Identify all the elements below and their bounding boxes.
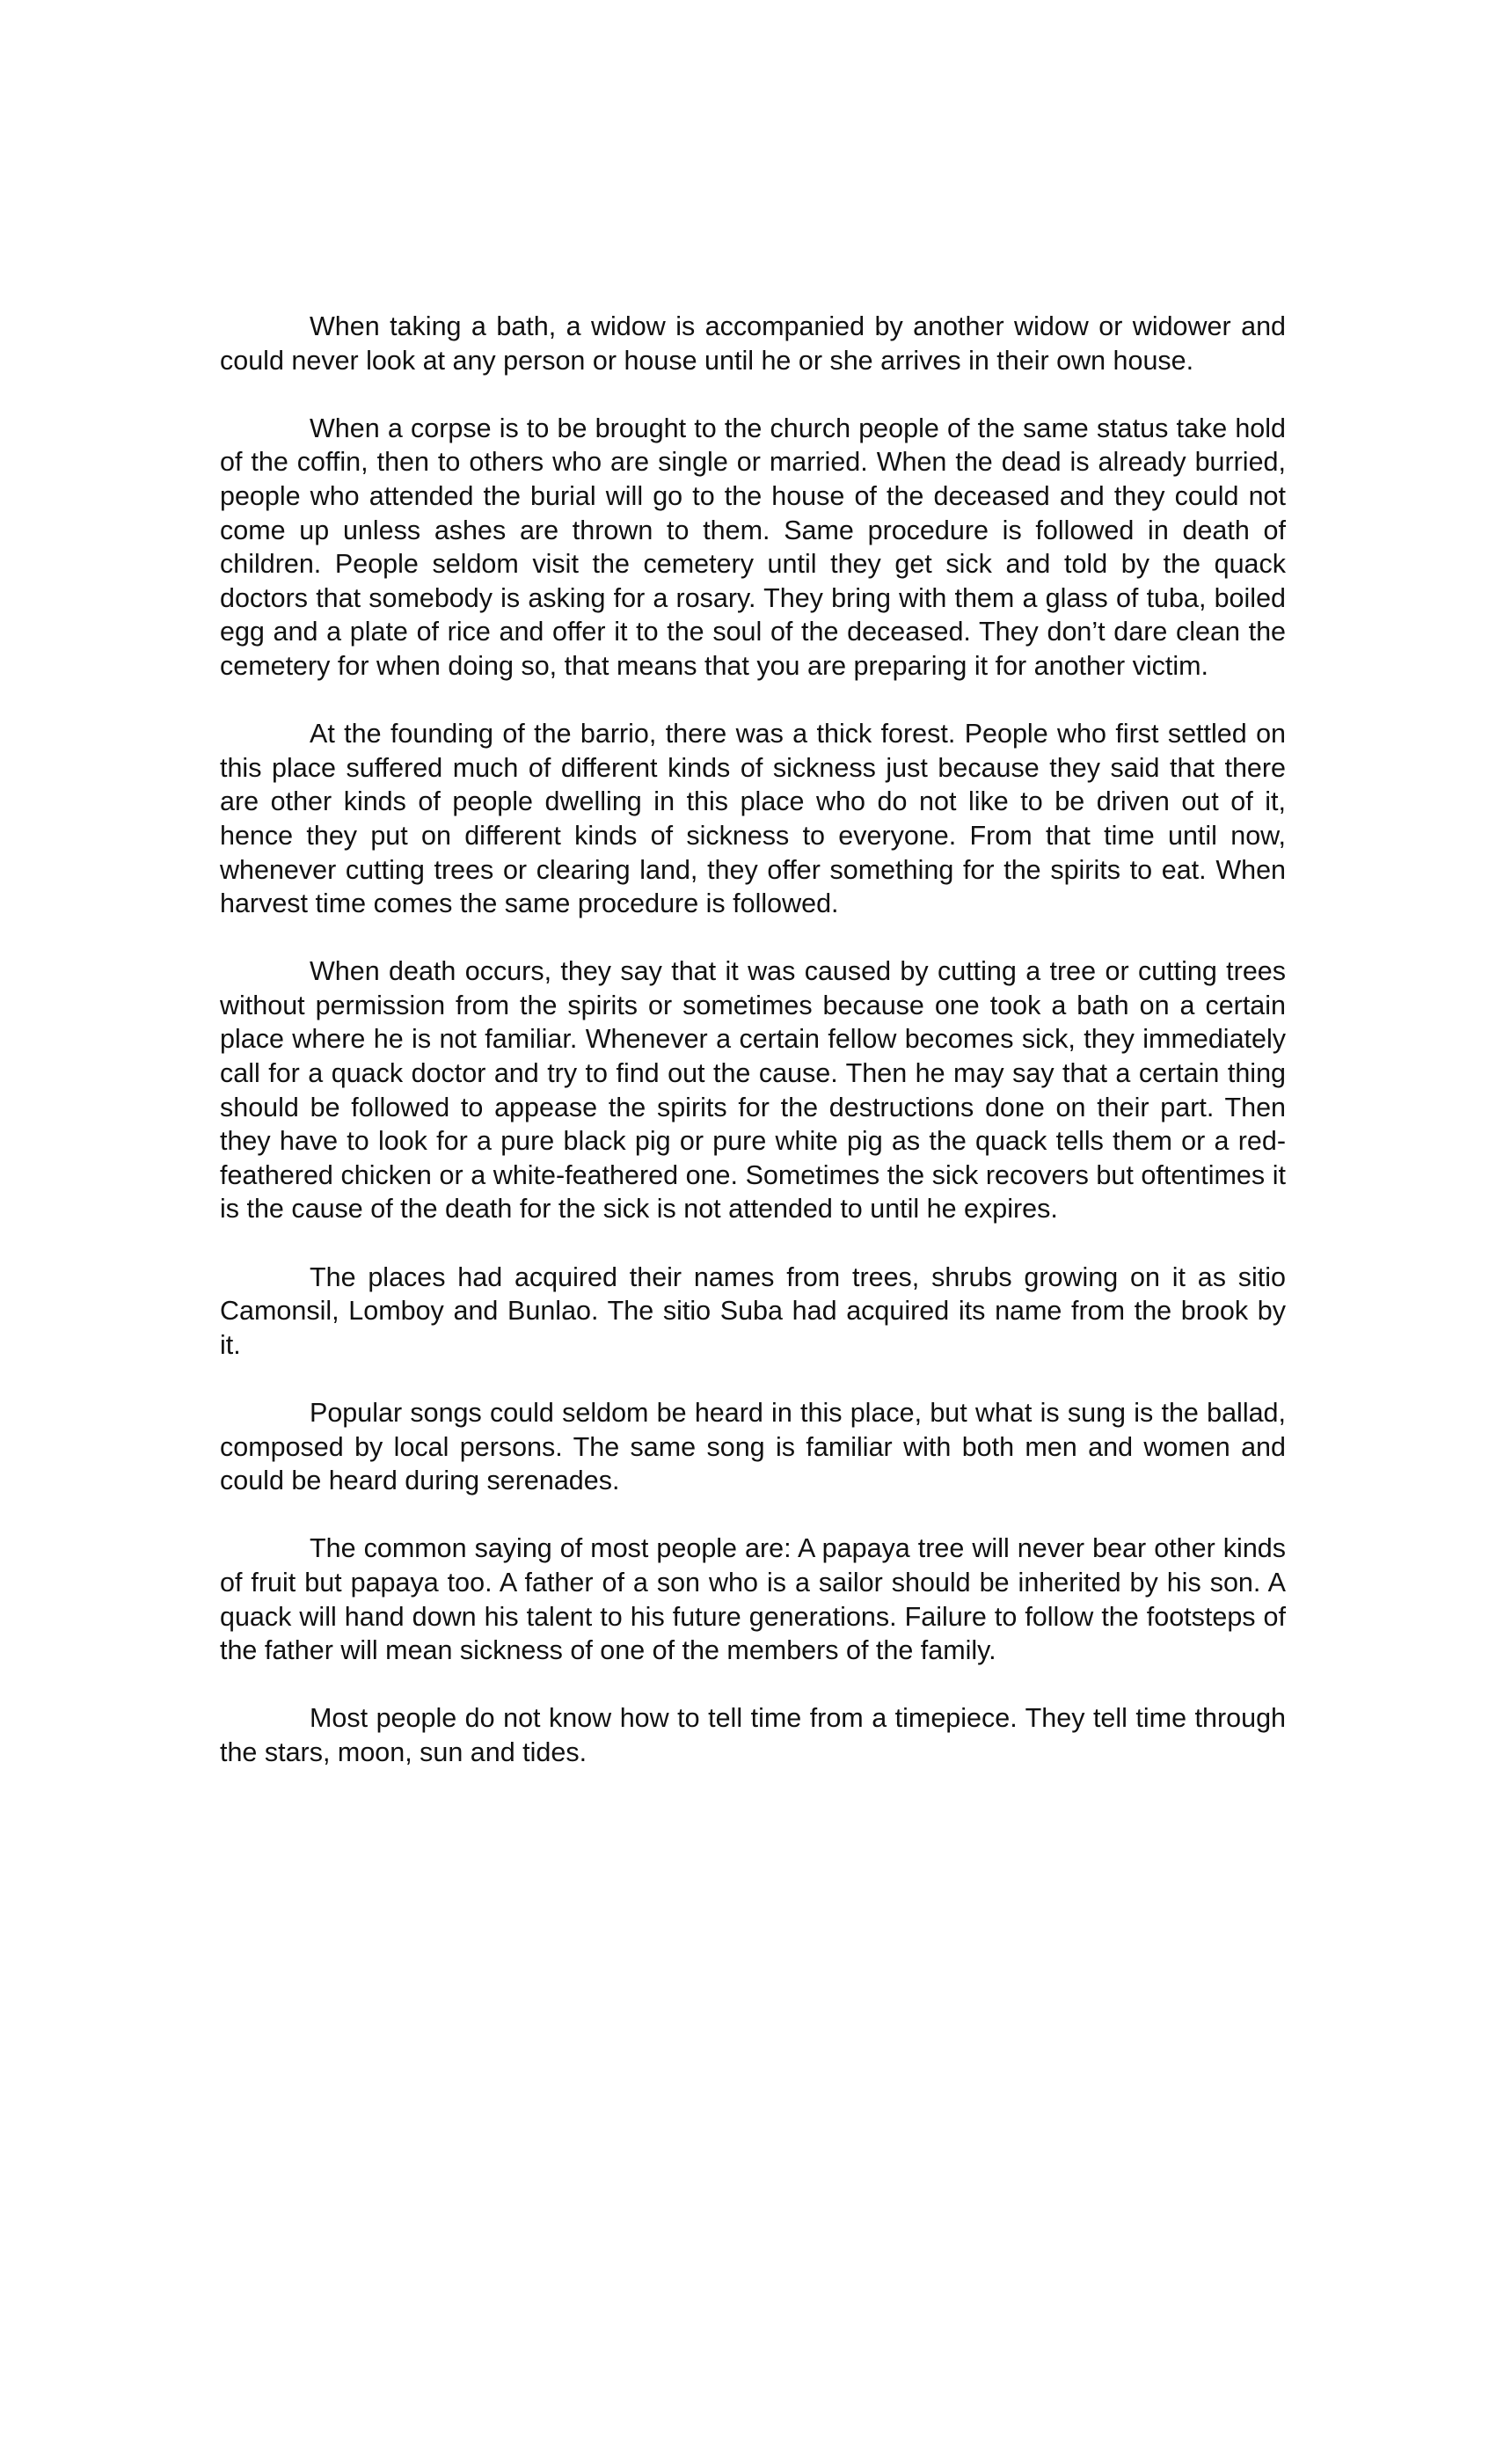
paragraph-barrio-founding: At the founding of the barrio, there was a thick forest. People who first settled on this place suffered much of different kinds of sickness just because they said that there are other kinds of people dwelling in this place who do not like to be driven out of it, hence they put on different kinds of sickness to everyone. From that time until now, whenever cutting trees or clearing land, they offer something for the spirits to eat. When harvest time comes the same procedure is followed. [220,719,1286,919]
paragraph-widow-bath: When taking a bath, a widow is accompanied by another widow or widower and could never look at any person or house until he or she arrives in their own house. [220,311,1286,376]
body-text [220,310,1286,1803]
paragraph-telling-time: Most people do not know how to tell time from a timepiece. They tell time through the stars, moon, sun and tides. [220,1703,1286,1767]
paragraph-common-sayings: The common saying of most people are: A papaya tree will never bear other kinds of fruit but papaya too. A father of a son who is a sailor should be inherited by his son. A quack will hand down his talent to his future generations. Failure to follow the footsteps of the father will mean sickness of one of the members of the family. [220,1533,1286,1666]
paragraph-corpse-burial: When a corpse is to be brought to the church people of the same status take hold of the coffin, then to others who are single or married. When the dead is already burried, people who attended the burial will go to the house of the deceased and they could not come up unless ashes are thrown to them. Same procedure is followed in death of children. People seldom visit the cemetery until they get sick and told by the quack doctors that somebody is asking for a rosary. They bring with them a glass of tuba, boiled egg and a plate of rice and offer it to the soul of the deceased. They don’t dare clean the cemetery for when doing so, that means that you are preparing it for another victim. [220,413,1286,681]
paragraph-popular-songs: Popular songs could seldom be heard in this place, but what is sung is the ballad, composed by local persons. The same song is familiar with both men and women and could be heard during serenades. [220,1398,1286,1496]
paragraph-place-names: The places had acquired their names from trees, shrubs growing on it as sitio Camonsil, Lomboy and Bunlao. The sitio Suba had acquired its name from the brook by it. [220,1261,1286,1360]
paragraph-death-spirits: When death occurs, they say that it was caused by cutting a tree or cutting trees without permission from the spirits or sometimes because one took a bath on a certain place where he is not familiar. Whenever a certain fellow becomes sick, they immediately call for a quack doctor and try to find out the cause. Then he may say that a certain thing should be followed to appease the spirits for the destructions done on their part. Then they have to look for a pure black pig or pure white pig as the quack tells them or a red-feathered chicken or a white-feathered one. Sometimes the sick recovers but oftentimes it is the cause of the death for the sick is not attended to until he expires. [220,956,1286,1225]
